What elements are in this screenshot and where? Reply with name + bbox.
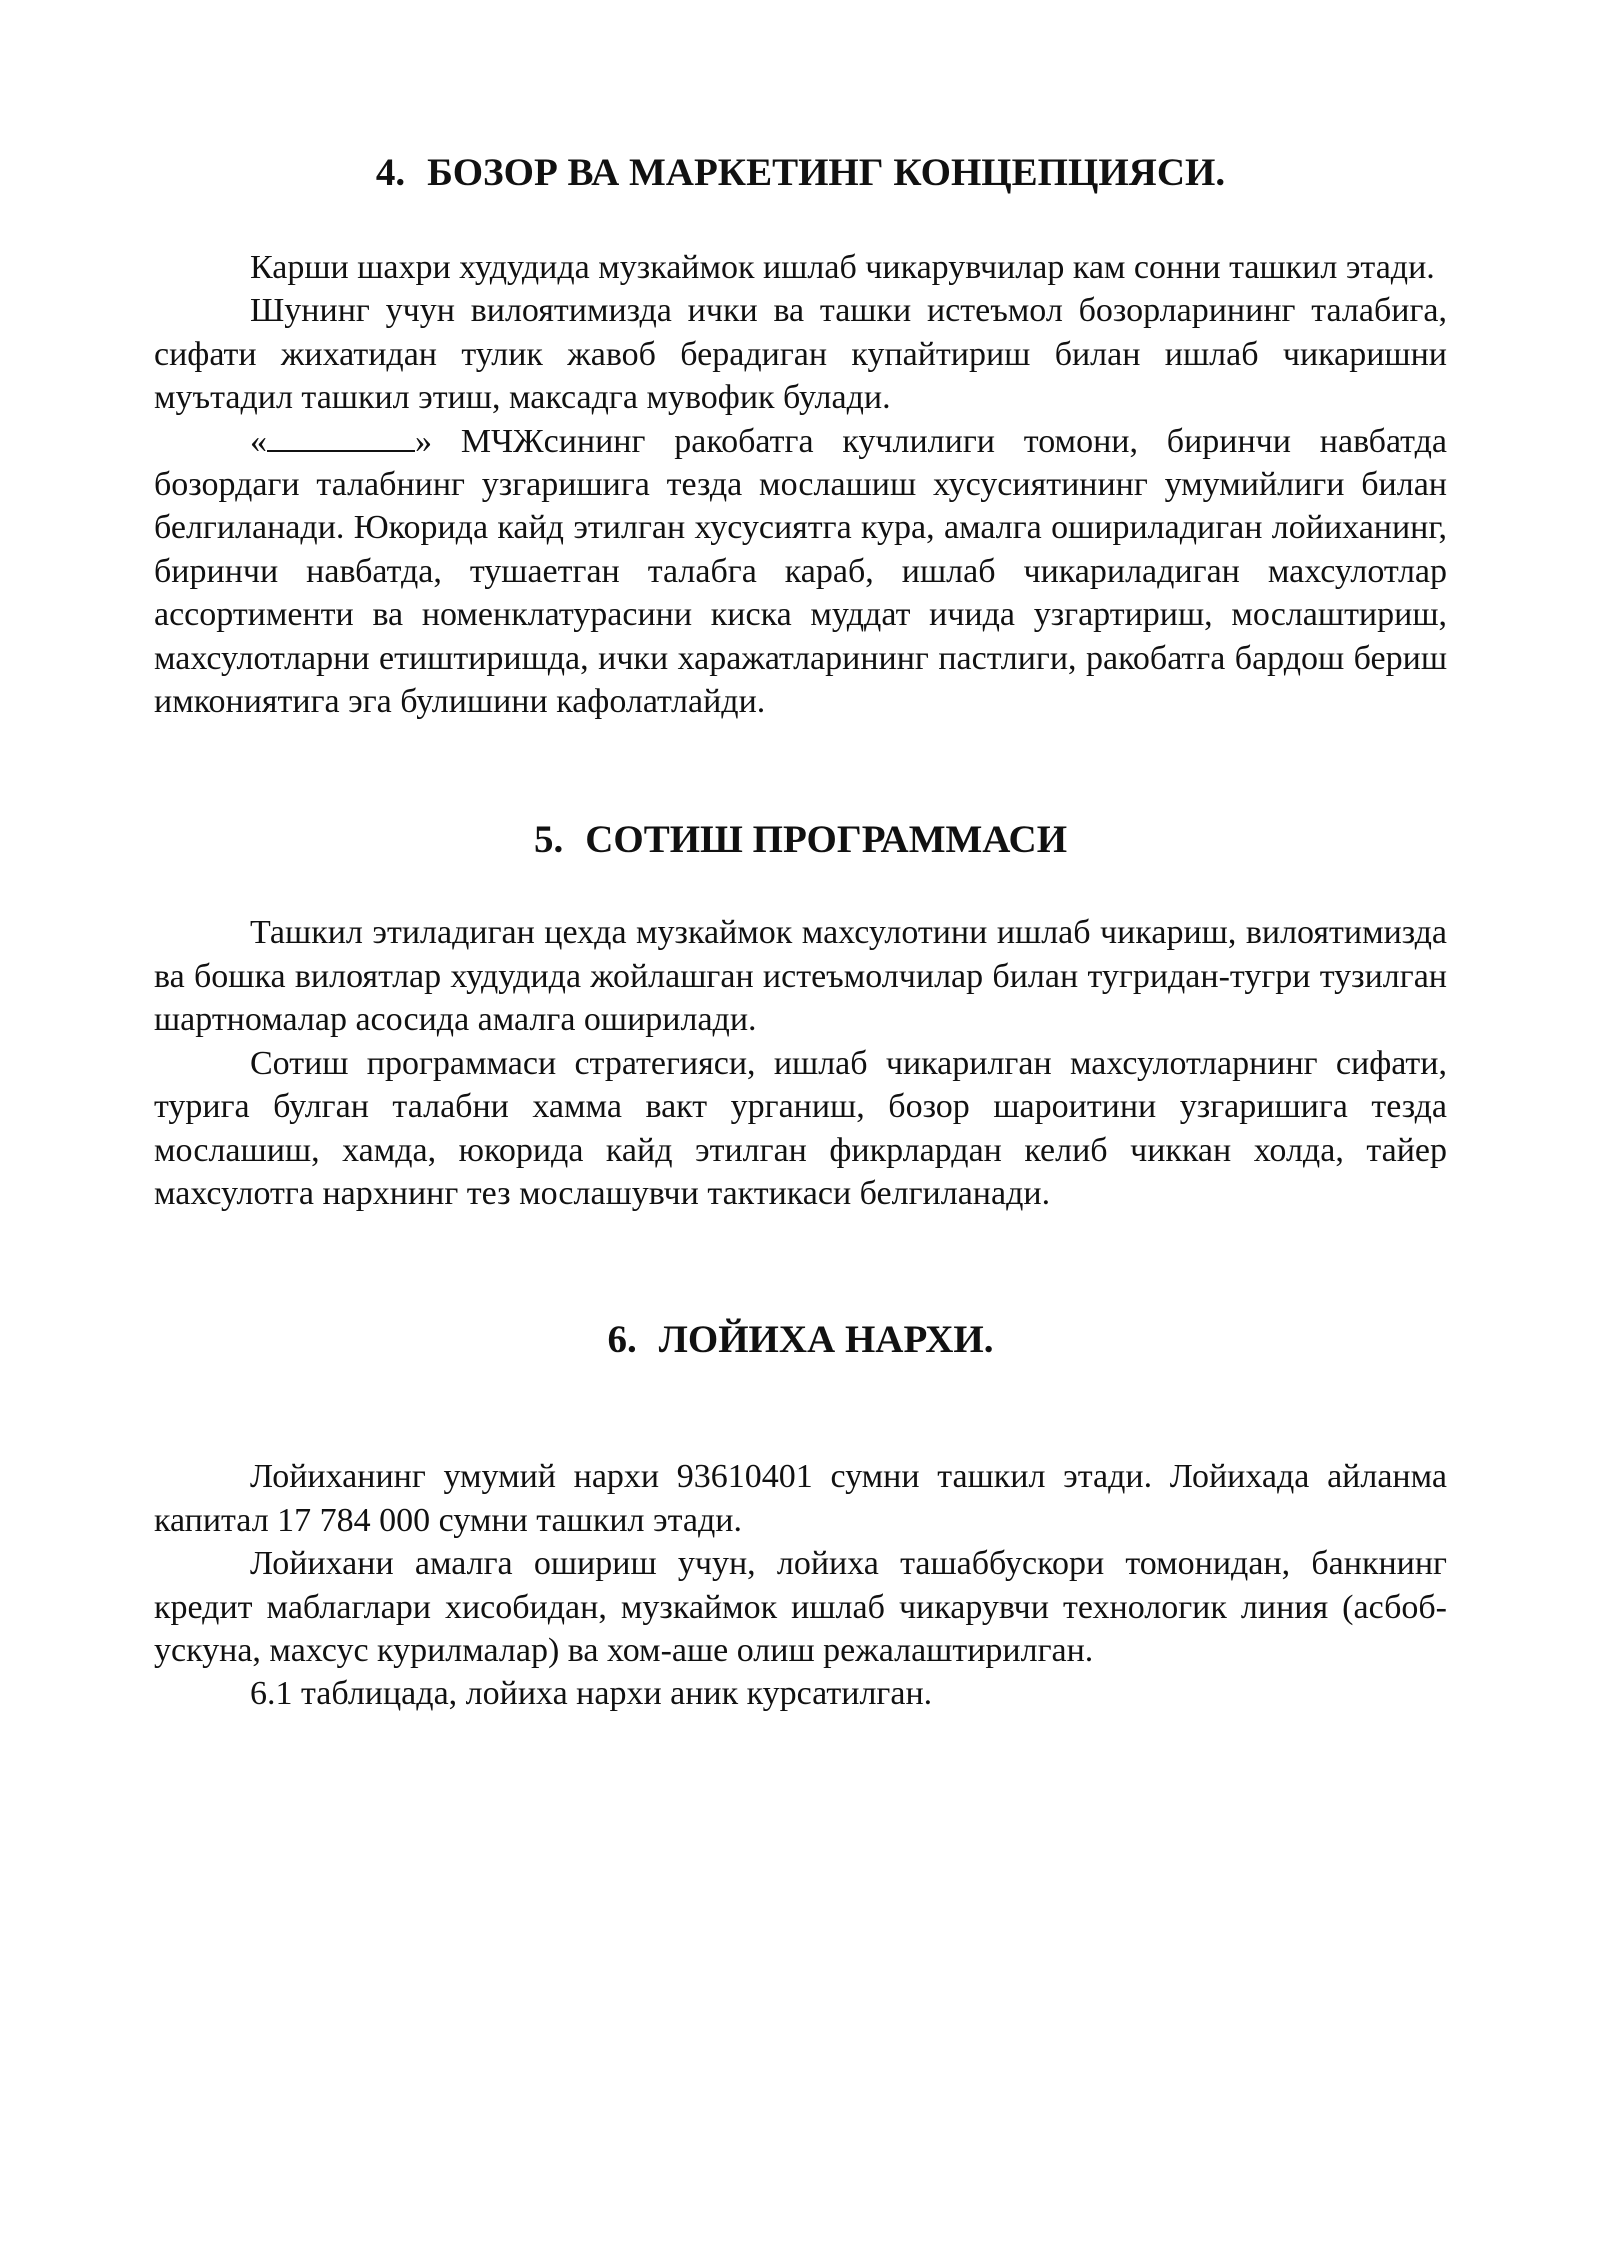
paragraph: Ташкил этиладиган цехда музкаймок махсулотини ишлаб чикариш, вилоятимизда ва бошка вилоятлар худудида жойлашган истеъмолчилар билан тугридан-тугри тузилган шартномалар асосида амалга оширилади. — [154, 914, 1447, 1039]
paragraph: Сотиш программаси стратегияси, ишлаб чикарилган махсулотларнинг сифати, турига булган талабни хамма вакт урганиш, бозор шароитини узгаришига тезда мослашиш, хамда, юкорида кайд этилган фикрлардан келиб чиккан холда, тайер махсулотга нархнинг тез мослашувчи тактикаси белгиланади. — [154, 1044, 1447, 1212]
paragraph: Карши шахри худудида музкаймок ишлаб чикарувчилар кам сонни ташкил этади. — [250, 249, 1435, 286]
close-quote: » — [415, 422, 432, 460]
blank-company-name-line — [267, 422, 415, 452]
document-body — [154, 150, 1447, 1716]
paragraph: Лойиханинг умумий нархи 93610401 сумни ташкил этади. Лойихада айланма капитал 17 784 000 сумни ташкил этади. — [154, 1458, 1447, 1539]
open-quote: « — [250, 422, 267, 460]
section-title: БОЗОР ВА МАРКЕТИНГ КОНЦЕПЦИЯСИ. — [427, 151, 1226, 194]
paragraph-text: МЧЖсининг ракобатга кучлилиги томони, биринчи навбатда бозордаги талабнинг узгаришига тезда мослашиш хусусиятининг умумийлиги билан белгиланади. Юкорида кайд этилган хусусиятга кура, амалга ошириладиган лойиханинг, биринчи навбатда, тушаетган талабга караб, ишлаб чикариладиган махсулотлар ассортименти ва номенклатурасини киска муддат ичида узгартириш, мослаштириш, махсулотларни етиштиришда, ички харажатларининг пастлиги, ракобатга бардош бериш имкониятига эга булишини кафолатлайди. — [154, 422, 1447, 721]
section-number: 6. — [607, 1318, 637, 1362]
section-heading — [154, 817, 1447, 863]
section-heading — [154, 1317, 1447, 1363]
section-title: ЛОЙИХА НАРХИ. — [658, 1318, 994, 1362]
paragraph: Лойихани амалга ошириш учун, лойиха ташаббускори томонидан, банкнинг кредит маблаглари хисобидан, музкаймок ишлаб чикарувчи технологик линия (асбоб-ускуна, махсус курилмалар) ва хом-аше олиш режалаштирилган. — [154, 1545, 1447, 1669]
paragraph-company-strength — [154, 420, 1447, 724]
section-number: 5. — [533, 818, 564, 862]
section-title: СОТИШ ПРОГРАММАСИ — [585, 818, 1068, 862]
section-number: 4. — [375, 151, 406, 194]
section-sales-program — [154, 817, 1447, 1215]
paragraph: 6.1 таблицада, лойиха нархи аник курсатилган. — [250, 1675, 933, 1713]
section-project-cost — [154, 1317, 1447, 1715]
section-heading — [154, 150, 1447, 196]
section-market-concept — [154, 150, 1447, 723]
paragraph: Шунинг учун вилоятимизда ички ва ташки истеъмол бозорларининг талабига, сифати жихатидан тулик жавоб берадиган купайтириш билан ишлаб чикаришни муътадил ташкил этиш, максадга мувофик булади. — [154, 292, 1447, 417]
